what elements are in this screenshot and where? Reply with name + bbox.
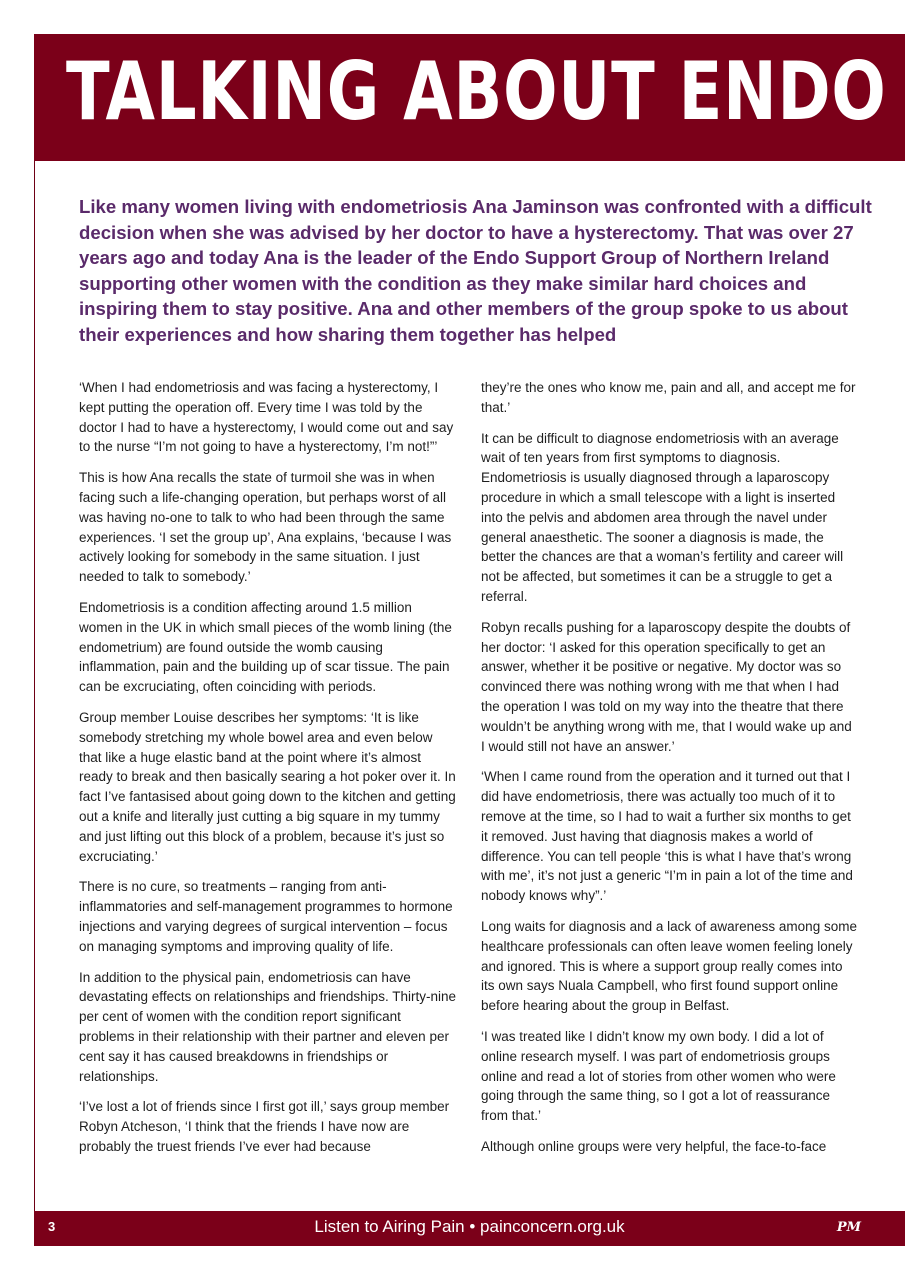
paragraph: Long waits for diagnosis and a lack of awareness among some healthcare professionals can often leave women feeling lonely and ignored. This is where a support group really comes into its own says Nuala Campbell, who first found support online before hearing about the group in Belfast. (481, 918, 857, 1014)
paragraph: they’re the ones who know me, pain and all, and accept me for that.’ (481, 380, 856, 415)
intro-paragraph: Like many women living with endometriosis Ana Jaminson was confronted with a difficult decision when she was advised by her doctor to have a hysterectomy. That was over 27 years ago and today Ana is the leader of the Endo Support Group of Northern Ireland supporting other women with the condition as they make similar hard choices and inspiring them to stay positive. Ana and other members of the group spoke to us about their experiences and how sharing them together has helped (79, 196, 872, 345)
page-title: TALKING ABOUT ENDO (66, 45, 887, 138)
left-column (79, 378, 457, 1168)
footer-link-text: Listen to Airing Pain • painconcern.org.uk (314, 1217, 625, 1236)
right-column (481, 378, 859, 1168)
paragraph: Robyn recalls pushing for a laparoscopy despite the doubts of her doctor: ‘I asked for this operation specifically to get an answer, whether it be positive or negative. My doctor was so convinced there was nothing wrong with me that when I had the operation I was told on my way into the theatre that there wouldn’t be anything wrong with me, that I would wake up and I would still not have an answer.’ (481, 619, 852, 754)
paragraph: Endometriosis is a condition affecting around 1.5 million women in the UK in which small pieces of the womb lining (the endometrium) are found outside the womb causing inflammation, pain and the building up of scar tissue. The pain can be excruciating, often coinciding with periods. (79, 599, 452, 695)
paragraph: It can be difficult to diagnose endometriosis with an average wait of ten years from first symptoms to diagnosis. Endometriosis is usually diagnosed through a laparoscopy procedure in which a small telescope with a light is inserted into the pelvis and abdomen area through the navel under general anaesthetic. The sooner a diagnosis is made, the better the chances are that a woman’s fertility and career will not be affected, but sometimes it can be a struggle to get a referral. (481, 430, 844, 604)
footer-bar (34, 1211, 905, 1246)
paragraph: This is how Ana recalls the state of turmoil she was in when facing such a life-changing operation, but perhaps worst of all was having no-one to talk to who had been through the same experiences. ‘I set the group up’, Ana explains, ‘because I was actively looking for somebody in the same situation. I just needed to talk to somebody.’ (79, 470, 452, 585)
paragraph: ‘When I had endometriosis and was facing a hysterectomy, I kept putting the operation off. Every time I was told by the doctor I had to have a hysterectomy, I would come out and say to the nurse “I’m not going to have a hysterectomy, I’m not!”’ (79, 380, 454, 455)
pain-concern-logo: PM (836, 1220, 861, 1235)
paragraph: Although online groups were very helpful, the face-to-face (481, 1138, 827, 1154)
paragraph: Group member Louise describes her symptoms: ‘It is like somebody stretching my whole bowel area and even below that like a huge elastic band at the point where it’s almost ready to break and then basically searing a hot poker over it. In fact I’ve fantasised about going down to the kitchen and getting out a knife and literally just cutting a big square in my tummy and just lifting out this block of a problem, because it’s just so excruciating.’ (79, 709, 456, 864)
title-banner (34, 34, 905, 161)
paragraph: In addition to the physical pain, endometriosis can have devastating effects on relationships and friendships. Thirty-nine per cent of women with the condition report significant problems in their relationship with their partner and eleven per cent say it has caused breakdowns in friendships or relationships. (79, 969, 456, 1084)
paragraph: ‘When I came round from the operation and it turned out that I did have endometriosis, there was actually too much of it to remove at the time, so I had to wait a further six months to get it removed. Just having that diagnosis makes a world of difference. You can tell people ‘this is what I have that’s wrong with me’, it’s not just a generic “I’m in pain a lot of the time and nobody knows why”.’ (481, 769, 853, 904)
page-number: 3 (48, 1219, 56, 1234)
paragraph: ‘I was treated like I didn’t know my own body. I did a lot of online research myself. I was part of endometriosis groups online and read a lot of stories from other women who were going through the same thing, so I got a lot of reassurance from that.’ (481, 1028, 836, 1124)
paragraph: ‘I’ve lost a lot of friends since I first got ill,’ says group member Robyn Atcheson, ‘I think that the friends I have now are probably the truest friends I’ve ever had because (79, 1099, 450, 1154)
paragraph: There is no cure, so treatments – ranging from anti-inflammatories and self-management programmes to hormone injections and varying degrees of surgical intervention – focus on managing symptoms and improving quality of life. (79, 879, 453, 954)
